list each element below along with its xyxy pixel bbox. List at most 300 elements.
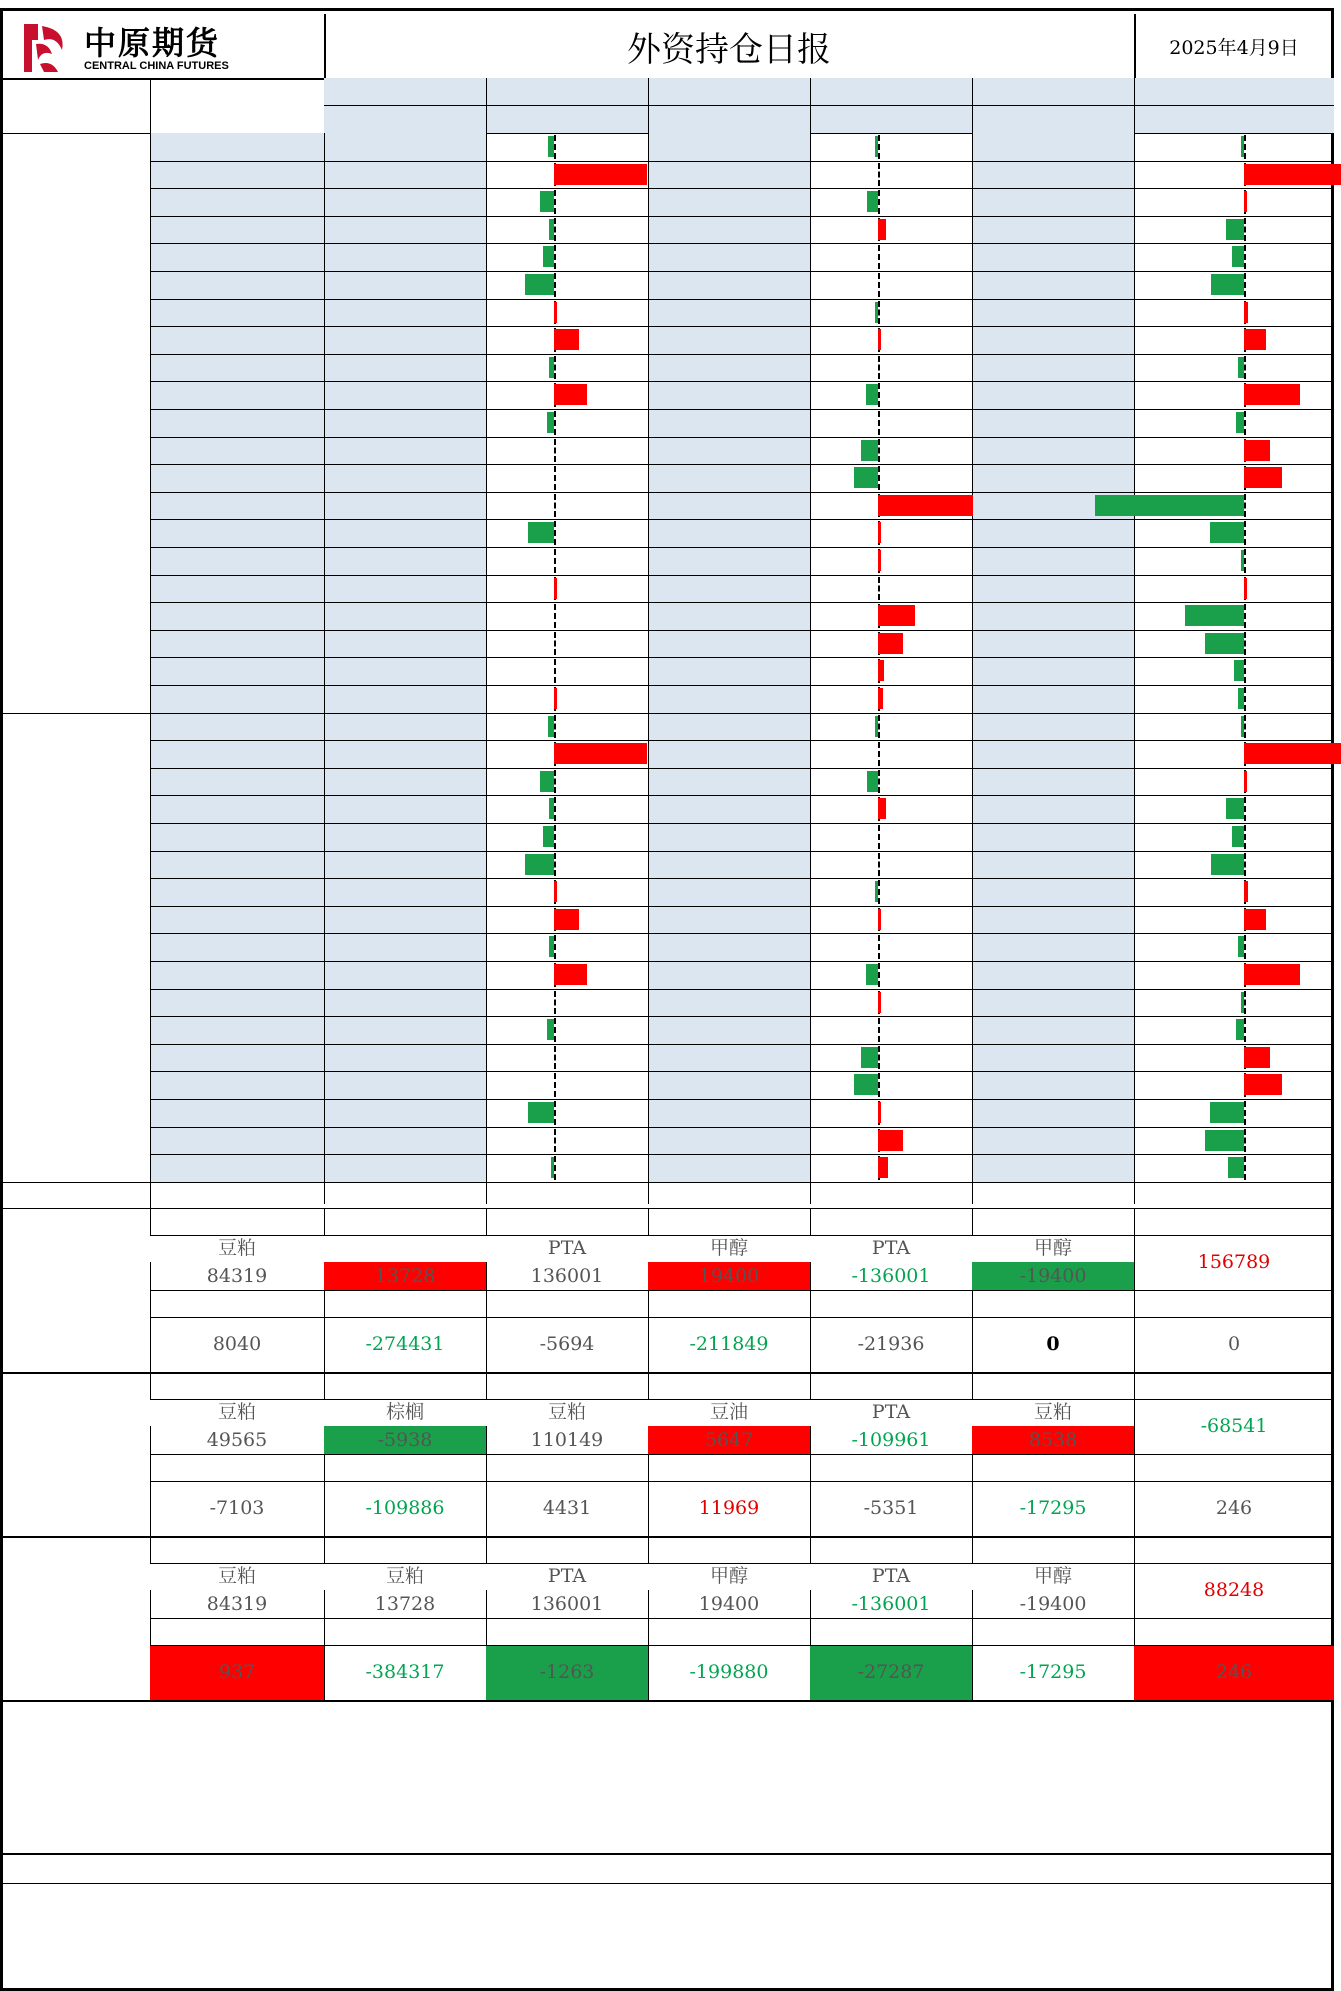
summary-value-cell: -1263 [486,1645,648,1700]
cell-value [486,354,648,382]
cell-value [648,464,810,492]
summary-line [150,1563,1334,1564]
summary-value-cell [150,1235,324,1290]
cell-value [648,1071,810,1099]
summary-value-cell: -384317 [365,1661,445,1684]
variety-name [150,657,324,685]
cell-value [648,381,810,409]
sub-header-pos [324,105,486,133]
summary-label [1134,1372,1334,1399]
summary-variety: 棕榈 [324,1399,486,1426]
summary-value-cell: -21936 [857,1333,925,1356]
cell-value [972,409,1134,437]
summary-line [150,1645,1334,1646]
summary-value-cell: -5694 [539,1333,595,1356]
summary-value-cell: -5351 [863,1497,919,1520]
cell-value [810,795,972,823]
summary-variety: PTA [810,1563,972,1590]
cell-value [324,519,486,547]
short-header [648,78,972,105]
report-title: 外资持仓日报 [627,29,831,70]
cell-value [486,409,648,437]
sub-header-pos [648,105,810,133]
cell-value [1134,161,1334,189]
cell-value [1134,685,1334,713]
summary-number: 84319 [206,1264,268,1287]
cell-value [648,188,810,216]
cell-value [972,1044,1134,1072]
cell-value [486,906,648,934]
variety-name [150,492,324,520]
cell-value [972,795,1134,823]
summary-label [648,1618,810,1645]
summary-variety: 豆粕 [150,1563,324,1590]
title-right-line [1134,14,1136,78]
cell-value [648,878,810,906]
cell-value [648,492,810,520]
variety-name [150,243,324,271]
cell-value [324,243,486,271]
cell-value [972,989,1134,1017]
cell-value [1134,326,1334,354]
variety-name [150,381,324,409]
cell-value [1134,492,1334,520]
cell-value [648,933,810,961]
cell-value [324,271,486,299]
summary-value-cell [648,1563,810,1618]
summary-label [486,1618,648,1645]
summary-line [150,1481,1334,1482]
cell-value [810,1044,972,1072]
cell-value [324,1044,486,1072]
cell-value [486,271,648,299]
cell-value [324,133,486,161]
summary-value-cell [810,1563,972,1618]
cell-value [810,354,972,382]
cell-value [486,492,648,520]
summary-label [648,1208,810,1235]
cell-value [486,575,648,603]
cell-value [1134,547,1334,575]
cell-value [648,326,810,354]
summary-label [1134,1454,1334,1481]
cell-value [324,326,486,354]
cell-value [324,437,486,465]
cell-value [972,464,1134,492]
cell-value [324,547,486,575]
summary-variety: PTA [486,1235,648,1262]
cell-value [648,1016,810,1044]
cell-value [972,519,1134,547]
cell-value [324,630,486,658]
cell-value [486,133,648,161]
cell-value [648,685,810,713]
summary-value-cell [486,1399,648,1454]
cell-value [486,657,648,685]
cell-value [810,464,972,492]
variety-name [150,933,324,961]
summary-blank [324,1235,486,1262]
cell-value [972,1099,1134,1127]
cell-value [324,768,486,796]
summary-label [1134,1536,1334,1563]
cell-value [972,216,1134,244]
cell-value [972,740,1134,768]
cell-value [972,575,1134,603]
variety-name [150,161,324,189]
cell-value [972,602,1134,630]
summary-label [324,1536,486,1563]
cell-value [972,1127,1134,1155]
cell-value [972,133,1134,161]
cell-value [1134,1044,1334,1072]
cell-value [1134,243,1334,271]
summary-label [972,1372,1134,1399]
cell-value [1134,575,1334,603]
company-name-1 [3,713,150,1182]
summary-value-cell: -274431 [365,1333,445,1356]
cell-value [486,519,648,547]
cell-value [486,989,648,1017]
cell-value [486,437,648,465]
cell-value [810,740,972,768]
cell-value [810,492,972,520]
summary-label [648,1536,810,1563]
summary-value-cell [810,1235,972,1290]
cell-value [324,188,486,216]
cell-value [1134,188,1334,216]
cell-value [486,381,648,409]
summary-line [150,1317,1334,1318]
cell-value [972,243,1134,271]
summary-value-cell [972,1399,1134,1454]
cell-value [648,989,810,1017]
summary-number: 8538 [1028,1428,1078,1451]
summary-label [810,1372,972,1399]
summary-value-cell [972,1235,1134,1290]
variety-name [150,409,324,437]
cell-value [810,602,972,630]
summary-variety: 甲醇 [648,1563,810,1590]
summary-variety: PTA [486,1563,648,1590]
cell-value [486,326,648,354]
summary-label [972,1536,1134,1563]
cell-value [648,823,810,851]
cell-value [1134,464,1334,492]
cell-value [972,1071,1134,1099]
summary-number: -19400 [1019,1592,1087,1615]
cell-value [810,133,972,161]
cell-value [810,1154,972,1182]
cell-value [324,878,486,906]
summary-variety: 甲醇 [648,1235,810,1262]
summary-value-cell [1134,1399,1334,1454]
summary-label [150,1372,324,1399]
cell-value [972,851,1134,879]
cell-value [810,409,972,437]
cell-value [810,575,972,603]
cell-value [810,519,972,547]
title-left-line [324,14,326,78]
cell-value [1134,630,1334,658]
summary-label [324,1290,486,1317]
variety-name [150,740,324,768]
summary-label [150,1290,324,1317]
summary-label [1134,1618,1334,1645]
summary-label [1134,1290,1334,1317]
cell-value [648,437,810,465]
cell-value [810,1099,972,1127]
cell-value [972,354,1134,382]
cell-value [324,354,486,382]
variety-name [150,878,324,906]
cell-value [810,326,972,354]
cell-value [972,437,1134,465]
cell-value [972,933,1134,961]
summary-number: 13728 [374,1592,436,1615]
cell-value [972,768,1134,796]
summary-value-cell: -27287 [810,1645,972,1700]
cell-value [810,1071,972,1099]
variety-name [150,602,324,630]
variety-name [150,906,324,934]
cell-value [972,906,1134,934]
summary-number: 19400 [698,1592,760,1615]
cell-value [810,271,972,299]
cell-value [810,713,972,741]
summary-number: -68541 [1200,1415,1268,1438]
cell-value [324,1071,486,1099]
cell-value [324,989,486,1017]
summary-value-cell: -199880 [689,1661,769,1684]
summary-number: -109961 [851,1428,931,1451]
summary-label [150,1208,324,1235]
cell-value [1134,409,1334,437]
sub-header-pos [972,105,1134,133]
summary-variety: 豆粕 [324,1563,486,1590]
cell-value [486,602,648,630]
cell-value [648,630,810,658]
summary-value-cell: 0 [1046,1333,1060,1356]
cell-value [972,685,1134,713]
cell-value [972,1154,1134,1182]
cell-value [810,381,972,409]
summary-label [324,1454,486,1481]
cell-value [1134,657,1334,685]
variety-name [150,216,324,244]
summary-label [810,1208,972,1235]
cell-value [486,299,648,327]
cell-value [648,713,810,741]
disclaimer-line [3,1883,1334,1884]
variety-name [150,519,324,547]
cell-value [648,216,810,244]
summary-value-cell: 0 [1227,1333,1241,1356]
cell-value [972,299,1134,327]
cell-value [810,768,972,796]
cell-value [486,1127,648,1155]
cell-value [324,602,486,630]
cell-value [1134,878,1334,906]
variety-name [150,851,324,879]
company-logo [18,18,318,78]
cell-value [810,823,972,851]
cell-value [648,1154,810,1182]
cell-value [324,1127,486,1155]
cell-value [810,906,972,934]
summary-value-cell [648,1399,810,1454]
cell-value [324,795,486,823]
group-line [3,1182,1334,1183]
cell-value [324,685,486,713]
cell-value [1134,795,1334,823]
cell-value [972,961,1134,989]
variety-name [150,685,324,713]
cell-value [486,795,648,823]
variety-name [150,1071,324,1099]
cell-value [1134,961,1334,989]
cell-value [810,961,972,989]
summary-number: 13728 [374,1264,436,1287]
cell-value [648,1044,810,1072]
summary-variety: PTA [810,1399,972,1426]
summary-number: -5938 [377,1428,433,1451]
cell-value [972,1016,1134,1044]
cell-value [324,1016,486,1044]
cell-value [1134,271,1334,299]
sub-header-chg [810,105,972,133]
cell-value [810,161,972,189]
summary-label [150,1536,324,1563]
cell-value [648,657,810,685]
variety-name [150,271,324,299]
cell-value [1134,216,1334,244]
summary-value-cell: 246 [1215,1497,1253,1520]
summary-variety: 豆粕 [486,1399,648,1426]
cell-value [648,409,810,437]
cell-value [1134,1154,1334,1182]
cell-value [648,961,810,989]
summary-label [972,1454,1134,1481]
summary-label [486,1372,648,1399]
cell-value [486,823,648,851]
cell-value [810,243,972,271]
summary-label [150,1618,324,1645]
cell-value [972,630,1134,658]
cell-value [324,216,486,244]
cell-value [648,133,810,161]
summary-company-0 [3,1208,150,1372]
cell-value [972,326,1134,354]
cell-value [648,1127,810,1155]
cell-value [324,409,486,437]
summary-value-cell: -7103 [209,1497,265,1520]
summary-label [972,1618,1134,1645]
summary-value-cell [486,1235,648,1290]
cell-value [324,299,486,327]
report-date: 2025年4月9日 [1169,36,1299,59]
cell-value [810,188,972,216]
cell-value [486,630,648,658]
cell-value [810,299,972,327]
cell-value [324,464,486,492]
cell-value [1134,768,1334,796]
cell-value [324,492,486,520]
cell-value [486,961,648,989]
cell-value [648,602,810,630]
cell-value [486,161,648,189]
summary-value-cell: -17295 [1019,1661,1087,1684]
variety-name [150,1127,324,1155]
summary-value-cell [324,1235,486,1290]
variety-name [150,630,324,658]
disclaimer-title [3,1853,1334,1883]
cell-value [1134,133,1334,161]
cell-value [648,575,810,603]
cell-value [486,216,648,244]
variety-name [150,299,324,327]
cell-value [972,713,1134,741]
company-header [3,78,150,133]
cell-value [648,740,810,768]
summary-number: 49565 [206,1428,268,1451]
cell-value [324,933,486,961]
cell-value [648,243,810,271]
summary-number: 19400 [698,1264,760,1287]
summary-value-cell [810,1399,972,1454]
cell-value [648,547,810,575]
company-name-0 [3,133,150,713]
summary-value-cell [972,1563,1134,1618]
variety-name [150,1016,324,1044]
cell-value [1134,437,1334,465]
variety-name [150,713,324,741]
cell-value [648,851,810,879]
summary-value-cell: 4431 [542,1497,592,1520]
summary-company-2 [3,1536,150,1700]
summary-value-cell [648,1235,810,1290]
summary-label [150,1454,324,1481]
cell-value [1134,740,1334,768]
cell-value [324,740,486,768]
variety-name [150,437,324,465]
cell-value [810,989,972,1017]
variety-name [150,354,324,382]
cell-value [486,1071,648,1099]
summary-label [648,1372,810,1399]
variety-name [150,464,324,492]
cell-value [1134,381,1334,409]
cell-value [810,547,972,575]
variety-name [150,989,324,1017]
summary-number: 110149 [530,1428,604,1451]
cell-value [810,657,972,685]
sub-header-chg [486,105,648,133]
cell-value [810,933,972,961]
cell-value [648,768,810,796]
cell-value [810,878,972,906]
col-line [150,1182,151,1208]
cell-value [1134,851,1334,879]
summary-label [486,1536,648,1563]
cell-value [648,795,810,823]
summary-label [810,1536,972,1563]
summary-value-cell: 246 [1134,1645,1334,1700]
variety-name [150,795,324,823]
cell-value [486,685,648,713]
cell-value [324,823,486,851]
cell-value [1134,354,1334,382]
